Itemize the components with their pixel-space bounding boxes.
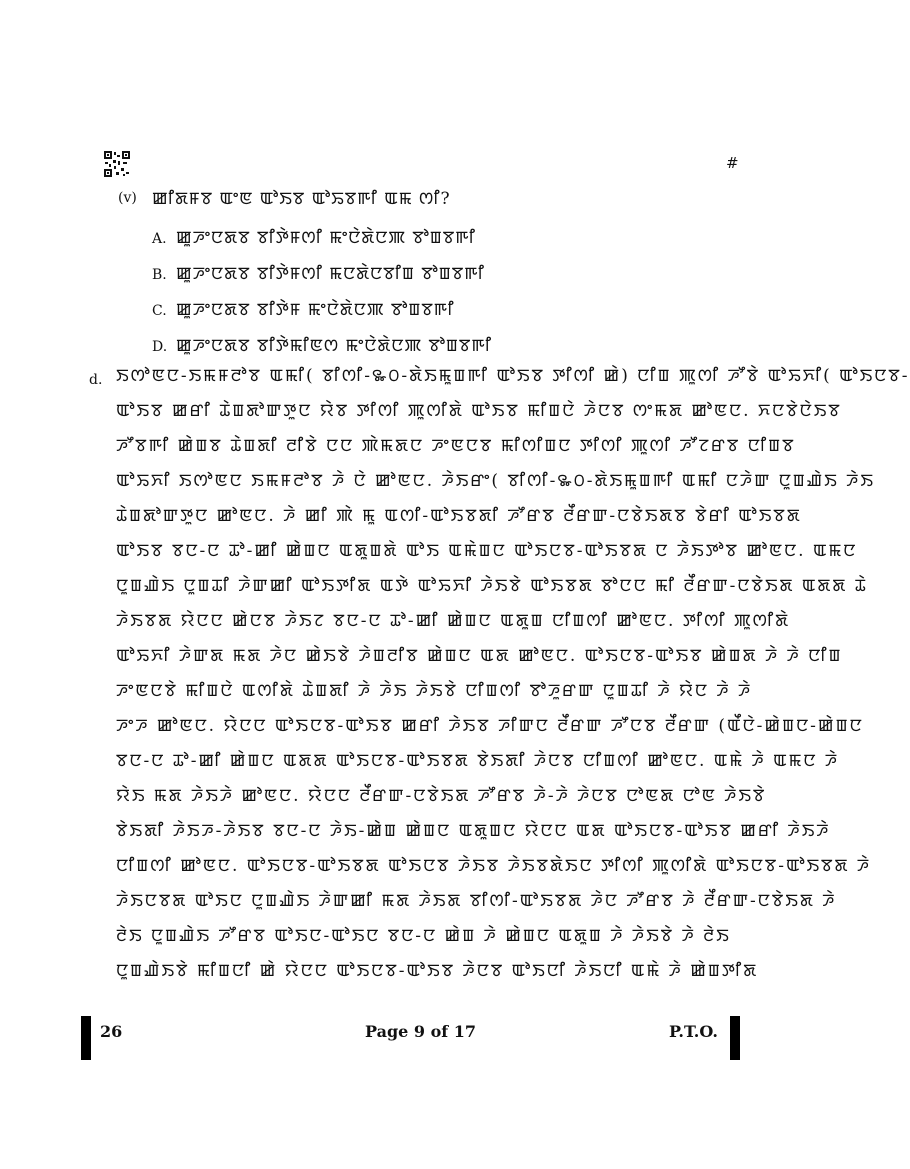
option-text: ꯀꯨꯍꯦꯅꯗꯕ ꯕꯤꯇꯥꯝ ꯃꯦꯅꯥꯗꯥꯅꯄ ꯕꯣꯡꯕꯒꯤ xyxy=(176,300,455,320)
passage-line: ꯍꯧꯕꯒꯤ ꯀꯥꯡꯕ ꯊꯥꯡꯗꯤ ꯂꯤꯕꯥ ꯅꯅ ꯄꯥꯃꯗꯅ ꯍꯦꯟꯅꯕ ꯃꯤꯁꯤꯡꯅ ꯇꯤꯁꯤ ꯄꯨꯁꯤ ꯍꯧꯖꯔꯕ ꯅꯤꯡꯕ xyxy=(116,436,796,456)
header-mark: # xyxy=(726,154,739,172)
passage-body xyxy=(116,360,910,990)
option-a xyxy=(152,226,476,250)
question-text: ꯀꯤꯗꯝꯕ ꯑꯦꯟ ꯑꯣꯏꯕ ꯑꯣꯢꯕꯒꯤ ꯑꯃ ꯁꯤ? xyxy=(152,189,451,209)
option-label: A. xyxy=(152,231,167,247)
passage-line: ꯕꯅ-ꯅ ꯊꯣ-ꯀꯤ ꯀꯥꯡꯅ ꯑꯗꯗ ꯑꯣꯏꯅꯕ-ꯑꯣꯏꯕꯗ ꯕꯥꯏꯗꯤ ꯍꯥꯅꯕ ꯅꯤꯡꯁꯤ ꯀꯣꯟꯅ. ꯑꯃꯥ ꯍꯥ ꯑꯃꯅ ꯍꯥ xyxy=(116,751,840,771)
option-label: C. xyxy=(152,303,167,319)
passage-line: ꯑꯣꯢꯈꯤ ꯍꯥꯛꯗ ꯃꯗ ꯍꯥꯅ ꯀꯥꯏꯕꯥ ꯍꯥꯡꯂꯤꯕ ꯀꯥꯡꯅ ꯑꯗ ꯀꯣꯟꯅ. ꯑꯣꯏꯅꯕ-ꯑꯣꯏꯕ ꯀꯥꯡꯗ ꯍꯥ ꯍꯥ ꯅꯤꯡ xyxy=(116,646,843,666)
passage-line: ꯑꯣꯢꯈꯤ ꯏꯁꯣꯟꯅ ꯏꯃꯝꯂꯣꯕ ꯍꯥ ꯅꯥ ꯀꯣꯟꯅ. ꯍꯥꯏꯔꯦ( ꯕꯤꯁꯤ-꯳꯰-ꯗꯥꯏꯃꯨꯡꯒꯤ ꯑꯃꯤ ꯅꯍꯥꯛ ꯅꯨꯡꯉꯥꯏ ꯍꯥꯏ xyxy=(116,471,875,491)
option-d xyxy=(152,334,492,358)
passage-line: ꯊꯥꯡꯗꯣꯛꯇꯨꯅ ꯀꯣꯟꯅ. ꯍꯥ ꯀꯤ ꯄꯥ ꯃꯨ ꯑꯁꯤ-ꯑꯣꯏꯕꯗꯤ ꯍꯧꯔꯕ ꯂꯩꯔꯛ-ꯅꯕꯥꯏꯗꯕ ꯕꯥꯔꯤ ꯑꯣꯏꯕꯗ xyxy=(116,506,802,526)
question-number: (v) xyxy=(118,190,137,206)
option-text: ꯀꯨꯍꯦꯅꯗꯕ ꯕꯤꯇꯥꯝꯁꯤ ꯃꯦꯅꯥꯗꯥꯅꯄ ꯕꯣꯡꯕꯒꯤ xyxy=(176,228,476,248)
passage-line: ꯕꯥꯏꯗꯤ ꯍꯥꯏꯍ-ꯍꯥꯏꯕ ꯕꯅ-ꯅ ꯍꯥꯏ-ꯀꯥꯡ ꯀꯥꯡꯅ ꯑꯗꯨꯡꯅ ꯌꯥꯅꯅ ꯑꯗ ꯑꯣꯏꯅꯕ-ꯑꯣꯏꯕ ꯀꯔꯤ ꯍꯥꯏꯍꯥ xyxy=(116,821,831,841)
passage-line: ꯅꯨꯡꯉꯥꯏ ꯅꯨꯡꯊꯤ ꯍꯥꯛꯀꯤ ꯑꯣꯏꯇꯤꯗ ꯑꯇꯥ ꯑꯣꯢꯈꯤ ꯍꯥꯏꯕꯥ ꯑꯣꯏꯕꯗ ꯕꯣꯅꯅ ꯃꯤ ꯂꯩꯔꯛ-ꯅꯕꯥꯏꯗ ꯑꯗꯗ ꯊꯥ xyxy=(116,576,868,596)
passage-line: ꯑꯣꯏꯕ ꯀꯔꯤ ꯊꯥꯡꯗꯣꯛꯇꯨꯅ ꯌꯥꯕ ꯇꯤꯁꯤ ꯄꯨꯁꯤꯗꯥ ꯑꯣꯏꯕ ꯃꯤꯡꯅꯥ ꯍꯥꯅꯕ ꯁꯦꯃꯗ ꯀꯣꯟꯅ. ꯈꯅꯕꯥꯅꯥꯏꯕ xyxy=(116,401,842,421)
passage-label: d. xyxy=(89,372,103,388)
option-text: ꯀꯨꯍꯦꯅꯗꯕ ꯕꯤꯇꯥꯃꯤꯟꯁ ꯃꯦꯅꯥꯗꯥꯅꯄ ꯕꯣꯡꯕꯒꯤ xyxy=(176,336,493,356)
footer-code: 26 xyxy=(100,1022,123,1041)
option-label: D. xyxy=(152,339,168,355)
option-label: B. xyxy=(152,267,167,283)
page-number: Page 9 of 17 xyxy=(365,1022,476,1041)
passage-line: ꯏꯁꯣꯟꯅ-ꯏꯃꯝꯂꯣꯕ ꯑꯃꯤ( ꯕꯤꯁꯤ-꯳꯰-ꯗꯥꯏꯃꯨꯡꯒꯤ ꯑꯣꯏꯕ ꯇꯤꯁꯤ ꯀꯥ) ꯅꯤꯡ ꯄꯨꯁꯤ ꯍꯧꯕꯥ ꯑꯣꯢꯈꯤ( ꯑꯣꯏꯅꯕ- xyxy=(116,366,910,386)
qr-code xyxy=(104,151,130,177)
passage-line: ꯑꯣꯏꯕ ꯕꯅ-ꯅ ꯊꯣ-ꯀꯤ ꯀꯥꯡꯅ ꯑꯗꯨꯡꯗꯥ ꯑꯣꯏ ꯑꯃꯥꯡꯅ ꯑꯣꯏꯅꯕ-ꯑꯣꯏꯕꯗ ꯅ ꯍꯥꯏꯇꯣꯕ ꯀꯣꯟꯅ. ꯑꯃꯅ xyxy=(116,541,858,561)
passage-line: ꯍꯥꯏꯕꯗ ꯌꯥꯅꯅ ꯀꯥꯅꯕ ꯍꯥꯏꯖ ꯕꯅ-ꯅ ꯊꯣ-ꯀꯤ ꯀꯥꯡꯅ ꯑꯗꯨꯡ ꯅꯤꯡꯁꯤ ꯀꯣꯟꯅ. ꯇꯤꯁꯤ ꯄꯨꯁꯤꯗꯥ xyxy=(116,611,791,631)
passage-line: ꯍꯦꯟꯅꯕꯥ ꯃꯤꯡꯅꯥ ꯑꯁꯤꯗꯥ ꯊꯥꯡꯗꯤ ꯍꯥ ꯍꯥꯏ ꯍꯥꯏꯕꯥ ꯅꯤꯡꯁꯤ ꯕꯣꯍꯨꯔꯛ ꯅꯨꯡꯊꯤ ꯍꯥ ꯌꯥꯅ ꯍꯥ ꯍꯥ xyxy=(116,681,753,701)
passage-line: ꯅꯨꯡꯉꯥꯏꯕꯥ ꯃꯤꯡꯅꯤ ꯀꯥ ꯌꯥꯅꯅ ꯑꯣꯏꯅꯕ-ꯑꯣꯏꯕ ꯍꯥꯅꯕ ꯑꯣꯏꯅꯤ ꯍꯥꯏꯅꯤ ꯑꯃꯥ ꯍꯥ ꯀꯥꯡꯇꯤꯗ xyxy=(116,961,759,981)
option-text: ꯀꯨꯍꯦꯅꯗꯕ ꯕꯤꯇꯥꯝꯁꯤ ꯃꯅꯗꯥꯅꯕꯤꯡ ꯕꯣꯡꯕꯒꯤ xyxy=(176,264,485,284)
footer-pto: P.T.O. xyxy=(669,1022,718,1041)
passage-line: ꯍꯥꯏꯅꯕꯗ ꯑꯣꯏꯅ ꯅꯨꯡꯉꯥꯏ ꯍꯥꯛꯀꯤ ꯃꯗ ꯍꯥꯏꯗ ꯕꯤꯁꯤ-ꯑꯣꯏꯕꯗ ꯍꯥꯅ ꯍꯧꯔꯕ ꯍꯥ ꯂꯩꯔꯛ-ꯅꯕꯥꯏꯗ ꯍꯥ xyxy=(116,891,837,911)
passage-line: ꯍꯦꯍ ꯀꯣꯟꯅ. ꯌꯥꯅꯅ ꯑꯣꯏꯅꯕ-ꯑꯣꯏꯕ ꯀꯔꯤ ꯍꯥꯏꯕ ꯍꯤꯛꯅ ꯂꯩꯔꯛ ꯍꯧꯅꯕ ꯂꯩꯔꯛ (ꯑꯩꯅꯥ-ꯀꯥꯡꯅ-ꯀꯥꯡꯅ xyxy=(116,716,864,736)
passage-line: ꯅꯤꯡꯁꯤ ꯀꯣꯟꯅ. ꯑꯣꯏꯅꯕ-ꯑꯣꯏꯕꯗ ꯑꯣꯏꯅꯕ ꯍꯥꯏꯕ ꯍꯥꯏꯕꯗꯥꯏꯅ ꯇꯤꯁꯤ ꯄꯨꯁꯤꯗꯥ ꯑꯣꯏꯅꯕ-ꯑꯣꯏꯕꯗ ꯍꯥ xyxy=(116,856,872,876)
passage-line: ꯌꯥꯏ ꯃꯗ ꯍꯥꯏꯍꯥ ꯀꯣꯟꯅ. ꯌꯥꯅꯅ ꯂꯩꯔꯛ-ꯅꯕꯥꯏꯗ ꯍꯧꯔꯕ ꯍꯥ-ꯍꯥ ꯍꯥꯅꯕ ꯅꯣꯟꯗ ꯅꯣꯟ ꯍꯥꯏꯕꯥ xyxy=(116,786,767,806)
footer-left-bar xyxy=(81,1016,91,1060)
passage-line: ꯂꯥꯏ ꯅꯨꯡꯉꯥꯏ ꯍꯧꯔꯕ ꯑꯣꯏꯅ-ꯑꯣꯏꯅ ꯕꯅ-ꯅ ꯀꯥꯡ ꯍꯥ ꯀꯥꯡꯅ ꯑꯗꯨꯡ ꯍꯥ ꯍꯥꯏꯕꯥ ꯍꯥ ꯂꯥꯏ xyxy=(116,926,731,946)
footer-right-bar xyxy=(730,1016,740,1060)
option-c xyxy=(152,298,454,322)
option-b xyxy=(152,262,485,286)
